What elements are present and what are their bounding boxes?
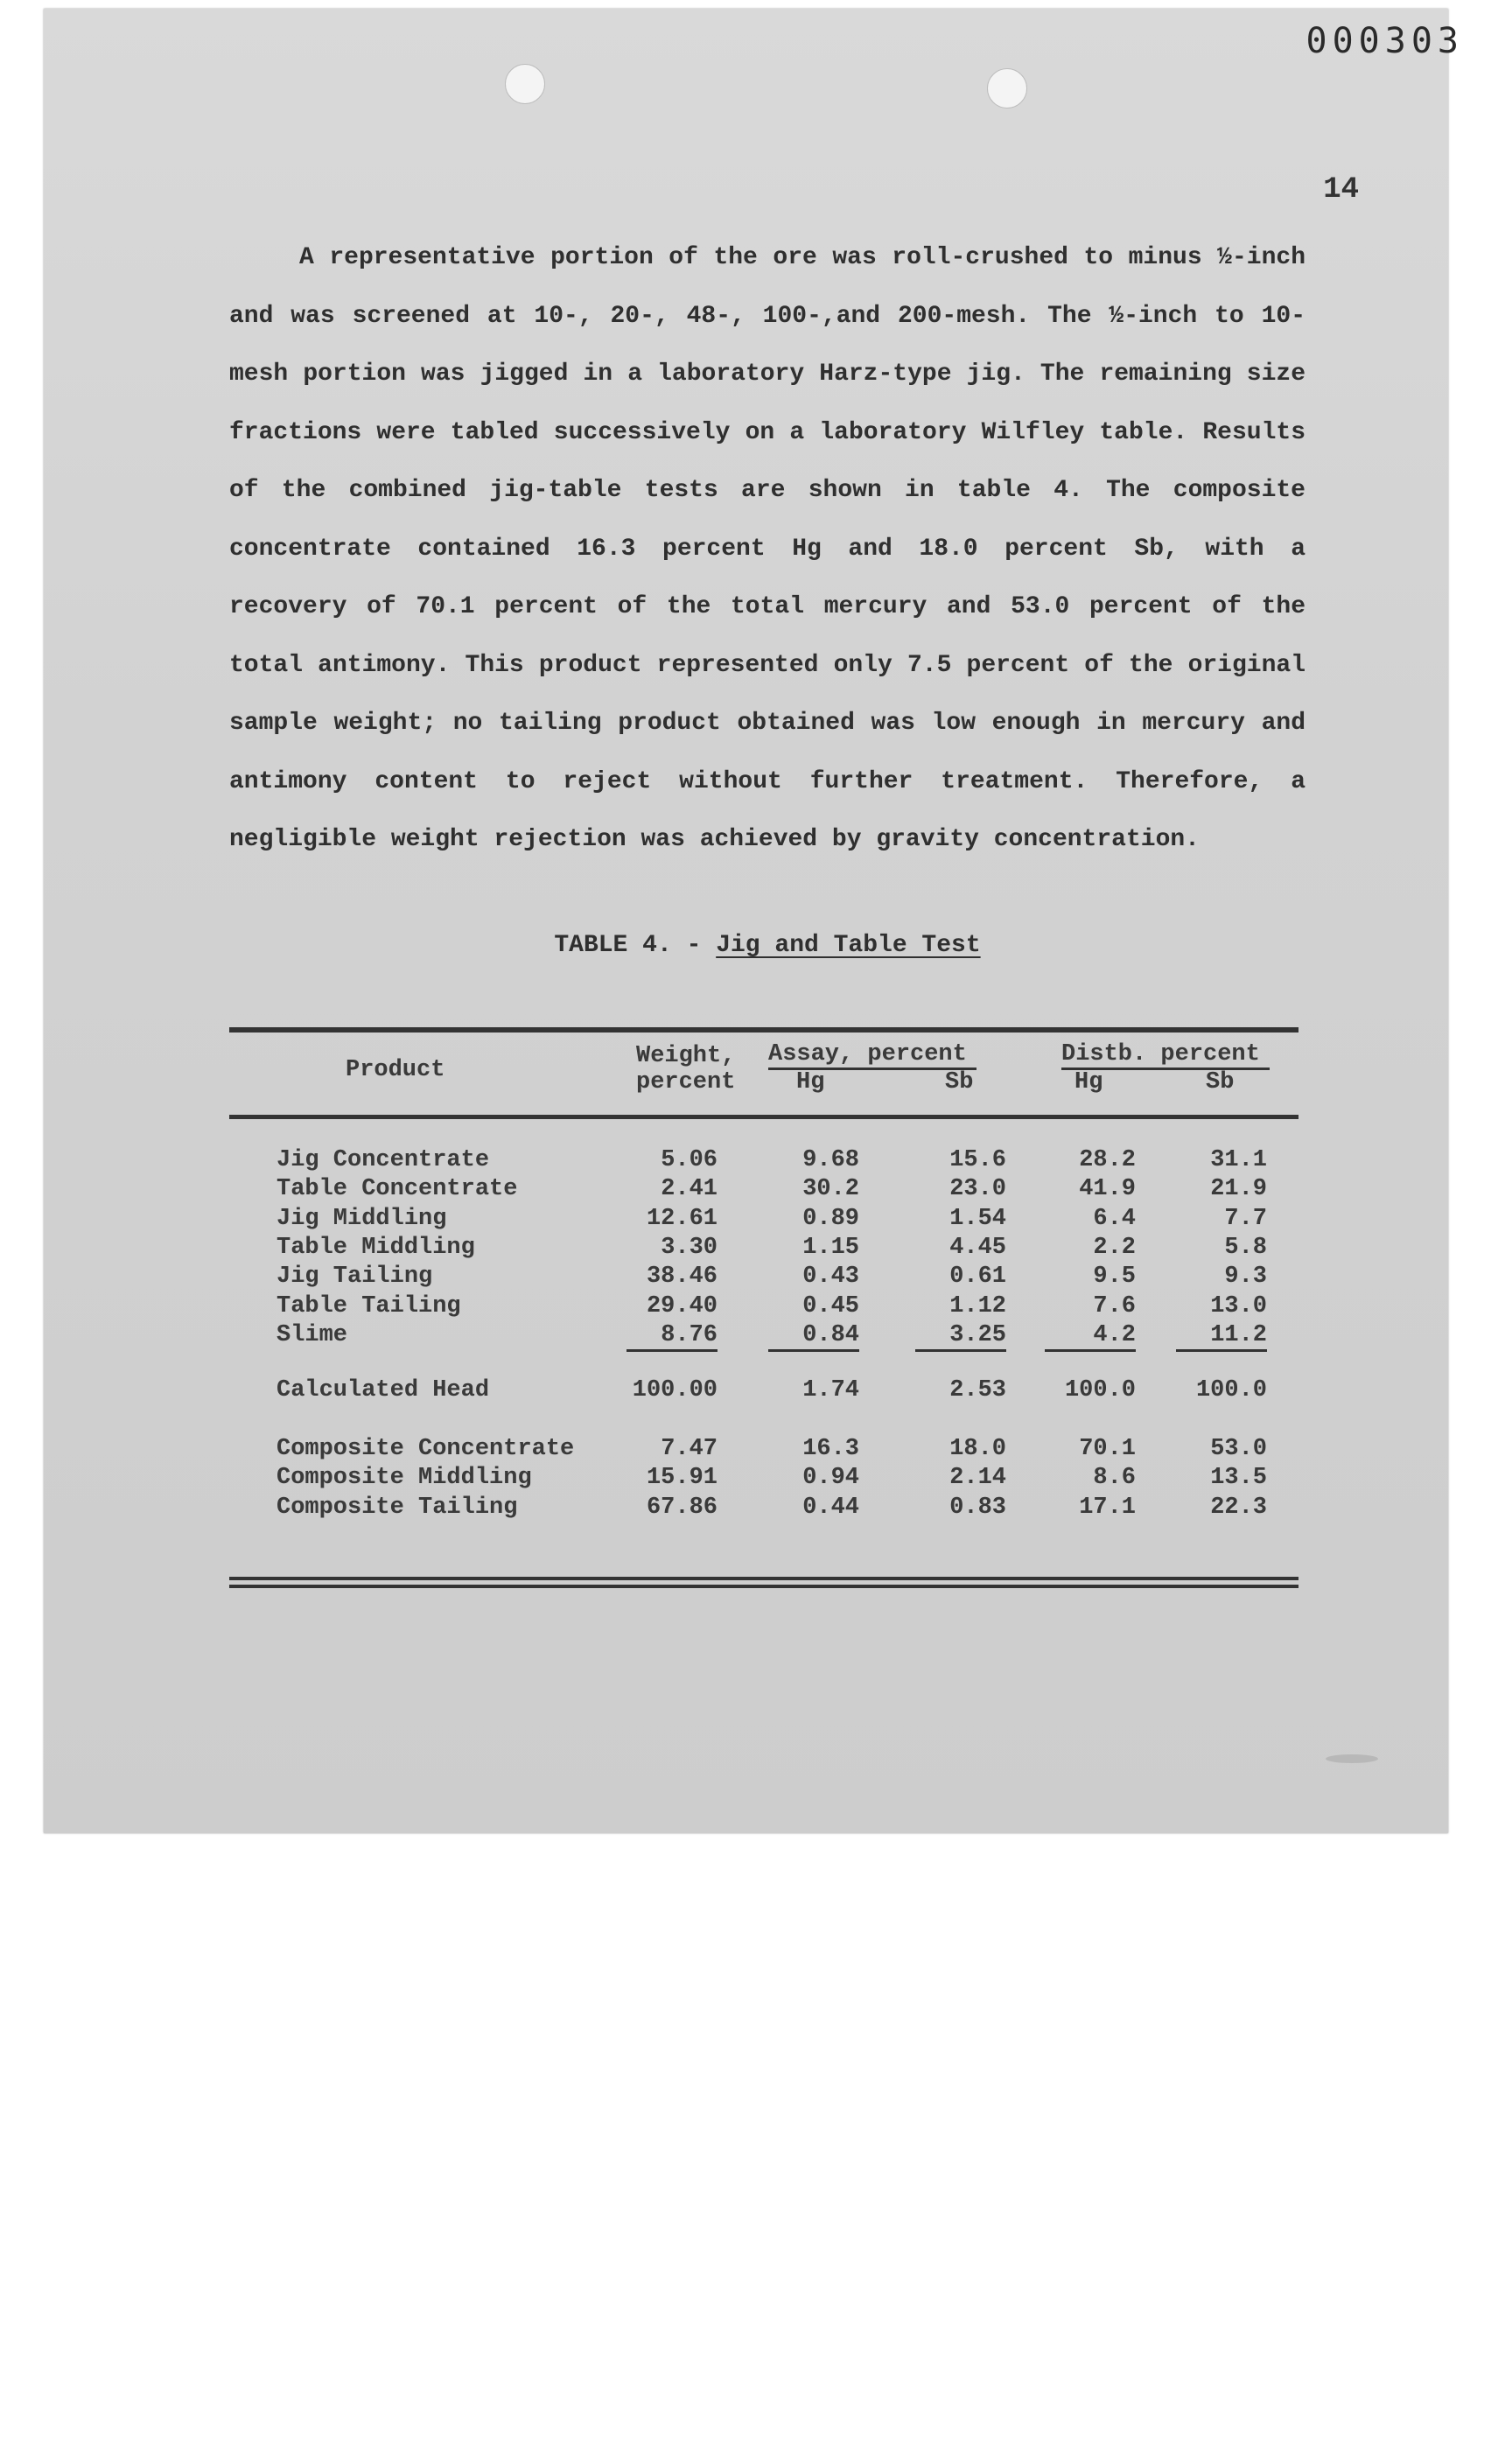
cell-distb-hg: 17.1 bbox=[1079, 1494, 1136, 1521]
cell-assay-hg: 0.43 bbox=[802, 1264, 859, 1291]
cell-distb-sb: 100.0 bbox=[1195, 1377, 1267, 1404]
cell-product: Jig Tailing bbox=[276, 1264, 433, 1291]
cell-assay-sb: 0.61 bbox=[949, 1264, 1006, 1291]
cell-product: Composite Tailing bbox=[276, 1494, 518, 1521]
cell-weight: 7.47 bbox=[661, 1436, 718, 1462]
header-assay-group: Assay, percent bbox=[768, 1041, 976, 1070]
cell-distb-hg: 7.6 bbox=[1093, 1292, 1136, 1320]
cell-product: Table Middling bbox=[276, 1234, 475, 1261]
cell-assay-sb: 4.45 bbox=[949, 1234, 1006, 1261]
cell-assay-sb: 2.53 bbox=[949, 1377, 1006, 1404]
cell-assay-sb: 3.25 bbox=[949, 1321, 1006, 1348]
punch-hole-right bbox=[987, 68, 1027, 108]
header-weight-line2: percent bbox=[636, 1069, 736, 1096]
document-number: 000303 bbox=[1306, 21, 1464, 61]
cell-weight: 12.61 bbox=[646, 1205, 718, 1232]
cell-assay-sb: 1.54 bbox=[949, 1205, 1006, 1232]
punch-hole-left bbox=[505, 64, 545, 104]
cell-distb-sb: 22.3 bbox=[1210, 1494, 1267, 1521]
cell-distb-hg: 41.9 bbox=[1079, 1176, 1136, 1203]
cell-assay-sb: 15.6 bbox=[949, 1147, 1006, 1173]
header-product: Product bbox=[346, 1057, 445, 1083]
cell-assay-hg: 0.89 bbox=[802, 1205, 859, 1232]
cell-distb-hg: 6.4 bbox=[1093, 1205, 1136, 1232]
cell-weight: 2.41 bbox=[661, 1176, 718, 1203]
table-title-main: Jig and Table Test bbox=[716, 932, 981, 959]
cell-product: Jig Concentrate bbox=[276, 1147, 490, 1173]
cell-assay-hg: 9.68 bbox=[802, 1147, 859, 1173]
cell-weight: 3.30 bbox=[661, 1234, 718, 1261]
cell-distb-hg: 4.2 bbox=[1093, 1321, 1136, 1348]
cell-distb-sb: 5.8 bbox=[1224, 1234, 1267, 1261]
cell-assay-sb: 1.12 bbox=[949, 1292, 1006, 1320]
cell-distb-sb: 13.0 bbox=[1210, 1292, 1267, 1320]
cell-product: Table Concentrate bbox=[276, 1176, 518, 1203]
cell-distb-hg: 9.5 bbox=[1093, 1264, 1136, 1291]
cell-assay-hg: 0.45 bbox=[802, 1292, 859, 1320]
cell-assay-hg: 0.84 bbox=[802, 1321, 859, 1348]
cell-weight: 15.91 bbox=[646, 1465, 718, 1492]
table-bottom-rule-1 bbox=[229, 1577, 1298, 1580]
cell-assay-hg: 0.44 bbox=[802, 1494, 859, 1521]
header-distb-group: Distb. percent bbox=[1061, 1041, 1270, 1070]
header-distb-sb: Sb bbox=[1206, 1069, 1235, 1096]
cell-product: Slime bbox=[276, 1321, 348, 1348]
cell-distb-hg: 2.2 bbox=[1093, 1234, 1136, 1261]
cell-weight: 38.46 bbox=[646, 1264, 718, 1291]
cell-weight: 67.86 bbox=[646, 1494, 718, 1521]
cell-assay-hg: 16.3 bbox=[802, 1436, 859, 1462]
page-number: 14 bbox=[1323, 173, 1359, 206]
cell-distb-hg: 8.6 bbox=[1093, 1465, 1136, 1492]
header-weight-line1: Weight, bbox=[636, 1043, 736, 1069]
table-bottom-rule-2 bbox=[229, 1585, 1298, 1588]
page-smudge bbox=[1326, 1754, 1378, 1763]
cell-assay-sb: 18.0 bbox=[949, 1436, 1006, 1462]
table-top-rule bbox=[229, 1027, 1298, 1032]
header-assay-hg: Hg bbox=[796, 1069, 825, 1096]
cell-assay-hg: 1.74 bbox=[802, 1377, 859, 1404]
cell-distb-sb: 53.0 bbox=[1210, 1436, 1267, 1462]
cell-product: Table Tailing bbox=[276, 1292, 461, 1320]
cell-assay-hg: 1.15 bbox=[802, 1234, 859, 1261]
cell-distb-sb: 31.1 bbox=[1210, 1147, 1267, 1173]
cell-assay-hg: 30.2 bbox=[802, 1176, 859, 1203]
cell-assay-sb: 2.14 bbox=[949, 1465, 1006, 1492]
cell-assay-sb: 0.83 bbox=[949, 1494, 1006, 1521]
cell-assay-hg: 0.94 bbox=[802, 1465, 859, 1492]
table-title-prefix: TABLE 4. - bbox=[554, 932, 717, 959]
cell-distb-sb: 9.3 bbox=[1224, 1264, 1267, 1291]
cell-distb-sb: 21.9 bbox=[1210, 1176, 1267, 1203]
cell-product: Composite Concentrate bbox=[276, 1436, 575, 1462]
cell-weight: 100.00 bbox=[632, 1377, 718, 1404]
cell-weight: 29.40 bbox=[646, 1292, 718, 1320]
cell-distb-sb: 11.2 bbox=[1210, 1321, 1267, 1348]
cell-product: Jig Middling bbox=[276, 1205, 447, 1232]
table-header-rule bbox=[229, 1115, 1298, 1119]
header-assay-sb: Sb bbox=[945, 1069, 974, 1096]
cell-product: Calculated Head bbox=[276, 1377, 490, 1404]
header-distb-hg: Hg bbox=[1074, 1069, 1103, 1096]
cell-assay-sb: 23.0 bbox=[949, 1176, 1006, 1203]
cell-distb-hg: 100.0 bbox=[1064, 1377, 1136, 1404]
cell-distb-hg: 28.2 bbox=[1079, 1147, 1136, 1173]
cell-distb-sb: 13.5 bbox=[1210, 1465, 1267, 1492]
cell-distb-sb: 7.7 bbox=[1224, 1205, 1267, 1232]
table-title bbox=[229, 932, 1306, 959]
body-paragraph: A representative portion of the ore was roll-crushed to minus ½-inch and was screened at 10-, 20-, 48-, 100-,and 200-mesh. The ½-inch to 10-mesh portion was jigged in a laboratory Harz-type jig. The remaining size fractions were tabled successively on a laboratory Wilfley table. Results of the combined jig-table tests are shown in table 4. The composite concentrate contained 16.3 percent Hg and 18.0 percent Sb, with a recovery of 70.1 percent of the total mercury and 53.0 percent of the total antimony. This product represented only 7.5 percent of the original sample weight; no tailing product obtained was low enough in mercury and antimony content to reject without further treatment. Therefore, a negligible weight rejection was achieved by gravity concentration. bbox=[229, 244, 1306, 853]
cell-weight: 5.06 bbox=[661, 1147, 718, 1173]
cell-weight: 8.76 bbox=[661, 1321, 718, 1348]
cell-product: Composite Middling bbox=[276, 1465, 532, 1492]
cell-distb-hg: 70.1 bbox=[1079, 1436, 1136, 1462]
